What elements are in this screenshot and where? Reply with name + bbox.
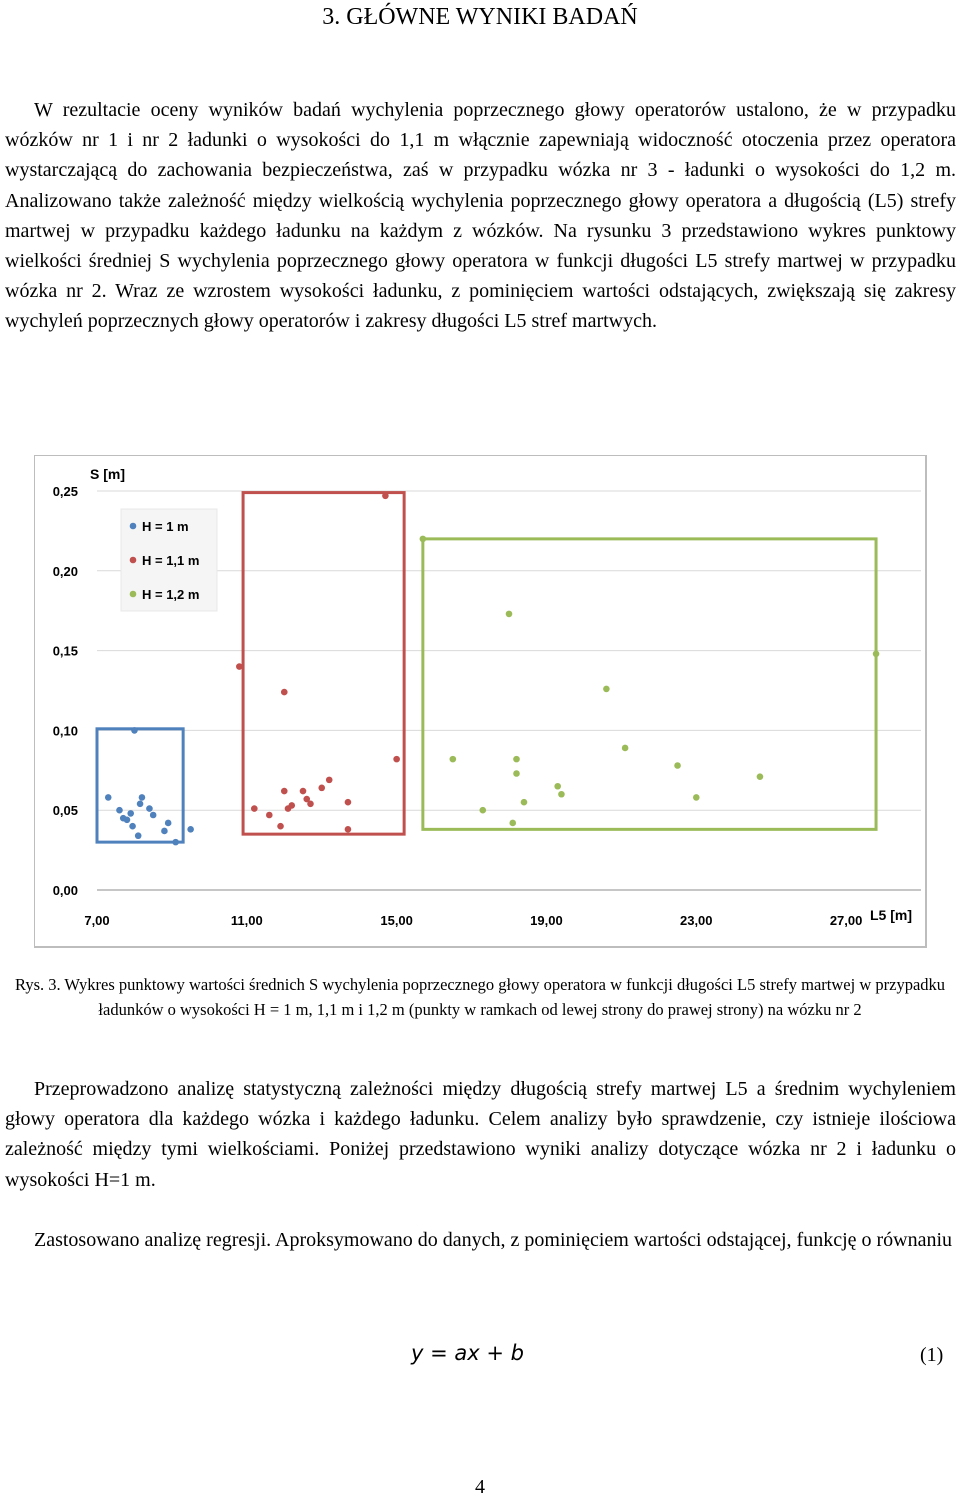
legend-label: H = 1,1 m [142,553,200,568]
x-tick-label: 23,00 [679,913,713,928]
data-point [345,799,352,806]
data-point [146,805,153,812]
x-axis-label: L5 [m] [870,907,912,923]
paragraph-results: W rezultacie oceny wyników badań wychylenia poprzecznego głowy operatorów ustalono, że w przypadku wózków nr 1 i nr 2 ładunki o wysokości do 1,1 m włącznie zapewniają widoczność otoczenia przez operatora wystarczającą do zachowania bezpieczeństwa, zaś w przypadku wózka nr 3 - ładunki o wysokości do 1,2 m. Analizowano także zależność między wielkością wychylenia poprzecznego głowy operatora a długością (L5) strefy martwej w przypadku każdego ładunku na każdym z wózków. Na rysunku 3 przedstawiono wykres punktowy wielkości średniej S wychylenia poprzecznego głowy operatora w funkcji długości L5 strefy martwej w przypadku wózka nr 2. Wraz ze wzrostem wysokości ładunku, z pominięciem wartości odstających, zwiększają się zakresy wychyleń poprzecznych głowy operatorów i zakresy długości L5 stref martwych. [5,99,956,333]
data-point [266,812,273,819]
section-heading: 3. GŁÓWNE WYNIKI BADAŃ [322,4,638,30]
data-point [326,777,333,784]
data-point [105,794,112,801]
y-tick-label: 0,25 [52,484,78,499]
data-point [674,762,681,769]
data-point [251,805,258,812]
page-number: 4 [475,1476,485,1498]
data-point [873,650,880,657]
data-point [139,794,146,801]
data-point [554,783,561,790]
data-point [393,756,400,763]
data-point [277,823,284,830]
data-point [187,826,194,833]
data-point [513,770,520,777]
data-point [307,801,314,808]
data-point [420,536,427,543]
data-point [558,791,565,798]
data-point [509,820,516,827]
data-point [288,802,295,809]
data-point [757,773,764,780]
data-point [382,492,389,499]
x-tick-label: 15,00 [380,913,413,928]
data-point [281,788,288,795]
y-tick-label: 0,05 [52,803,78,819]
data-point [603,686,610,693]
data-point [165,820,172,827]
data-point [450,756,457,763]
data-point [281,689,288,696]
data-point [172,839,179,846]
regression-formula: y = ax + b [411,1341,524,1365]
y-tick-label: 0,10 [52,723,78,739]
figure-caption: Rys. 3. Wykres punktowy wartości średnich S wychylenia poprzecznego głowy operatora w funkcji długości L5 strefy martwej w przypadku ładunków o wysokości H = 1 m, 1,1 m i 1,2 m (punkty w ramkach od lewej strony do prawej strony) na wózku nr 2 [14,975,946,1019]
y-tick-label: 0,15 [52,643,78,659]
data-point [124,816,131,823]
data-point [513,756,520,763]
data-point [127,810,134,817]
data-point [150,812,157,819]
data-point [345,826,352,833]
data-point [161,828,168,835]
x-tick-label: 7,00 [84,913,110,928]
chart-legend [121,509,217,611]
legend-marker [130,591,137,598]
paragraph-analysis: Przeprowadzono analizę statystyczną zależności między długością strefy martwej L5 a średnim wychyleniem głowy operatora dla każdego wózka i każdego ładunku. Celem analizy było sprawdzenie, czy istnieje ilościowa zależność między tymi wielkościami. Poniżej przedstawiono wyniki analizy dotyczące wózka nr 2 i ładunku o wysokości H=1 m. [5,1078,956,1191]
equation-number: (1) [920,1344,944,1366]
data-point [131,727,138,734]
scatter-chart [34,455,927,948]
data-point [479,807,486,814]
legend-label: H = 1,2 m [142,587,200,602]
paragraph-regression: Zastosowano analizę regresji. Aproksymowano do danych, z pominięciem wartości odstającej, funkcję o równaniu [34,1229,953,1251]
legend-marker [130,557,137,564]
data-point [236,663,243,670]
data-point [116,807,123,814]
data-point [521,799,528,806]
legend-label: H = 1 m [142,519,189,534]
legend-marker [130,523,137,530]
x-tick-label: 19,00 [530,913,563,928]
data-point [506,611,513,618]
data-point [135,832,142,839]
data-point [622,745,629,752]
data-point [300,788,307,795]
data-point [129,823,136,830]
y-tick-label: 0,00 [52,883,78,898]
data-point [137,801,144,808]
x-tick-label: 27,00 [829,913,863,928]
data-point [693,794,700,801]
y-axis-label: S [m] [90,466,125,482]
y-tick-label: 0,20 [52,563,78,579]
x-tick-label: 11,00 [230,913,263,928]
data-point [318,785,325,792]
